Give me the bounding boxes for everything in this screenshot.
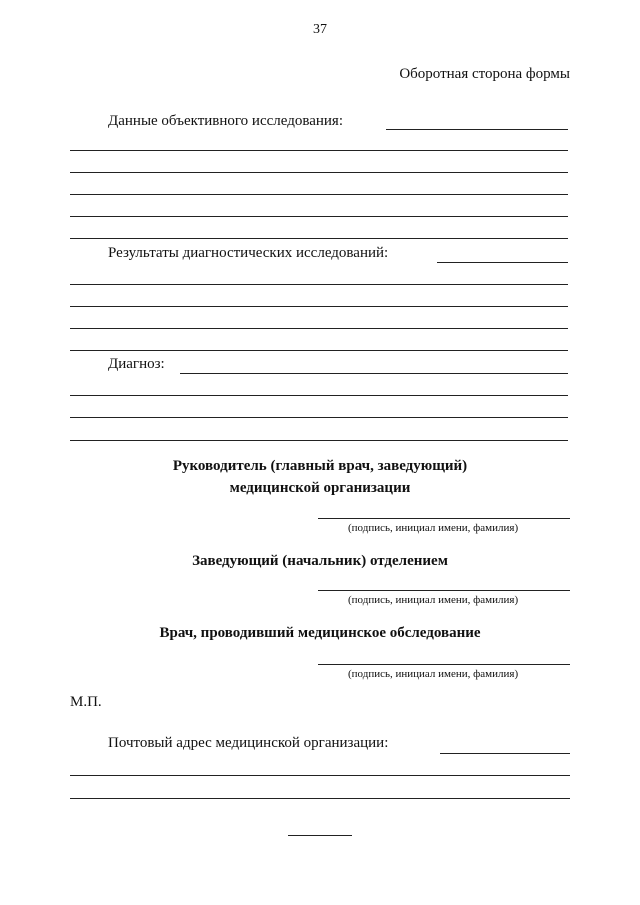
diagnosis-line-2[interactable] (70, 417, 568, 418)
diagnostic-results-line-3[interactable] (70, 328, 568, 329)
postal-address-field-line[interactable] (440, 753, 570, 754)
doctor-title: Врач, проводивший медицинское обследование (159, 625, 481, 641)
objective-exam-line-2[interactable] (70, 172, 568, 173)
diagnosis-label: Диагноз: (108, 356, 165, 372)
diagnosis-field-line[interactable] (180, 373, 568, 374)
form-side-note: Оборотная сторона формы (399, 66, 570, 82)
diagnostic-results-line-2[interactable] (70, 306, 568, 307)
postal-address-line-2[interactable] (70, 798, 570, 799)
stamp-place-label: М.П. (70, 694, 102, 710)
doctor-signature-caption: (подпись, инициал имени, фамилия) (348, 668, 519, 680)
dept-head-signature-caption: (подпись, инициал имени, фамилия) (348, 594, 519, 606)
dept-head-signature-line[interactable] (318, 590, 570, 591)
head-title-line-1: Руководитель (главный врач, заведующий) (172, 458, 468, 474)
objective-exam-line-3[interactable] (70, 194, 568, 195)
diagnostic-results-field-line[interactable] (437, 262, 568, 263)
diagnostic-results-line-1[interactable] (70, 284, 568, 285)
head-signature-line[interactable] (318, 518, 570, 519)
diagnostic-results-label: Результаты диагностических исследований: (108, 245, 389, 261)
head-signature-caption: (подпись, инициал имени, фамилия) (348, 522, 519, 534)
diagnosis-line-3[interactable] (70, 440, 568, 441)
page-number: 37 (313, 22, 327, 37)
dept-head-title: Заведующий (начальник) отделением (192, 553, 448, 569)
doctor-signature-line[interactable] (318, 664, 570, 665)
diagnostic-results-line-4[interactable] (70, 350, 568, 351)
objective-exam-label: Данные объективного исследования: (108, 113, 343, 129)
postal-address-line-1[interactable] (70, 775, 570, 776)
postal-address-label: Почтовый адрес медицинской организации: (108, 735, 389, 751)
objective-exam-field-line[interactable] (386, 129, 568, 130)
head-title-line-2: медицинской организации (229, 480, 411, 496)
objective-exam-line-5[interactable] (70, 238, 568, 239)
objective-exam-line-4[interactable] (70, 216, 568, 217)
end-divider (288, 835, 352, 836)
diagnosis-line-1[interactable] (70, 395, 568, 396)
objective-exam-line-1[interactable] (70, 150, 568, 151)
